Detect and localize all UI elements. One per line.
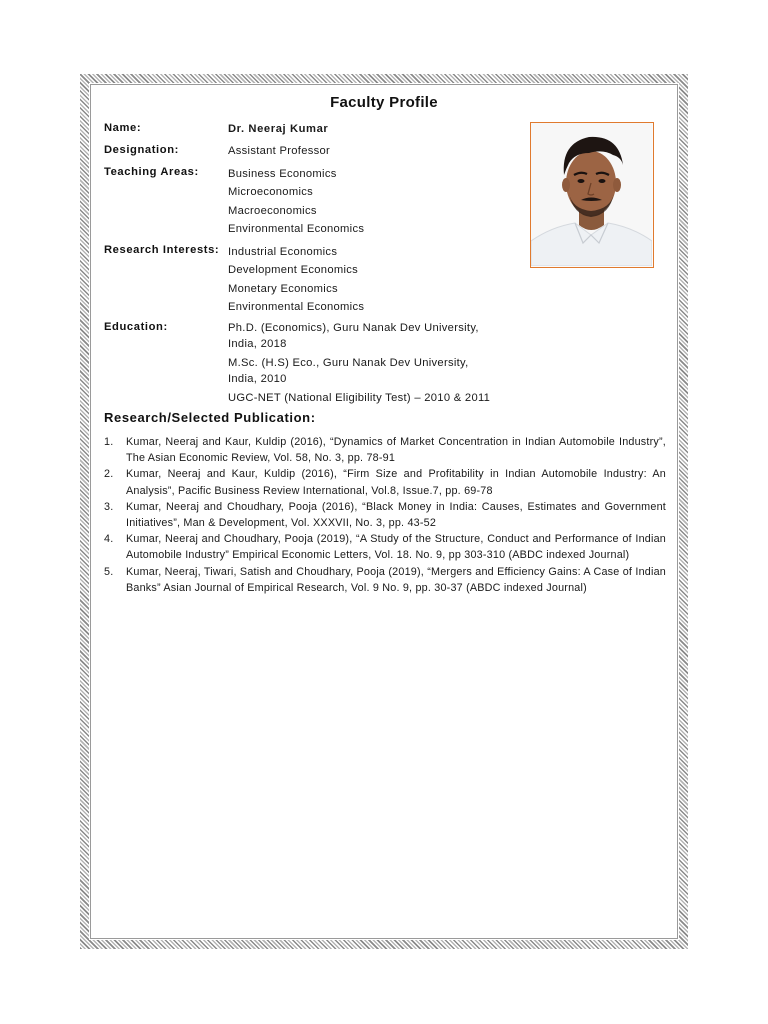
name-label: Name: <box>104 122 142 134</box>
education-list <box>228 320 496 406</box>
profile-photo <box>530 122 654 268</box>
name-value: Dr. Neeraj Kumar <box>228 123 329 135</box>
publication-citation: Kumar, Neeraj and Kaur, Kuldip (2016), “Dynamics of Market Concentration in Indian Automobile Industry”, The Asian Economic Review, Vol. 58, No. 3, pp. 78-91 <box>126 436 666 465</box>
education-label: Education: <box>104 321 168 333</box>
research-interests-list <box>228 243 508 316</box>
teaching-area-item: Environmental Economics <box>228 222 365 235</box>
publication-item <box>104 564 666 596</box>
publications-list <box>104 434 666 596</box>
research-interest-item: Industrial Economics <box>228 246 338 258</box>
publication-number: 4. <box>104 533 114 546</box>
publication-item <box>104 499 666 531</box>
education-item: Ph.D. (Economics), Guru Nanak Dev University, India, 2018 <box>228 322 479 350</box>
teaching-areas-label: Teaching Areas: <box>104 166 199 178</box>
publication-item <box>104 466 666 498</box>
designation-label: Designation: <box>104 144 179 156</box>
teaching-area-item: Microeconomics <box>228 186 314 199</box>
education-item: M.Sc. (H.S) Eco., Guru Nanak Dev University, India, 2010 <box>228 357 469 385</box>
research-interests-label: Research Interests: <box>104 244 220 256</box>
education-item: UGC-NET (National Eligibility Test) – 2010 & 2011 <box>228 392 491 404</box>
teaching-area-item: Macroeconomics <box>228 204 317 217</box>
teaching-areas-list <box>228 165 508 238</box>
publication-number: 1. <box>104 436 114 448</box>
publication-citation: Kumar, Neeraj, Tiwari, Satish and Choudhary, Pooja (2019), “Mergers and Efficiency Gains: A Case of Indian Banks” Asian Journal of Empirical Research, Vol. 9 No. 9, pp. 30-37 (ABDC indexed Journal) <box>126 565 666 594</box>
publications-heading: Research/Selected Publication: <box>104 410 316 425</box>
page-title: Faculty Profile <box>330 94 438 111</box>
publication-item <box>104 531 666 563</box>
teaching-area-item: Business Economics <box>228 168 337 180</box>
publication-citation: Kumar, Neeraj and Choudhary, Pooja (2016), “Black Money in India: Causes, Estimates and Government Initiatives”, Man & Development, Vol. XXXVII, No. 3, pp. 43-52 <box>126 500 666 530</box>
publication-number: 5. <box>104 565 114 578</box>
research-interest-item: Monetary Economics <box>228 282 338 295</box>
profile-photo-illustration <box>531 123 652 266</box>
publication-item <box>104 434 666 466</box>
publication-citation: Kumar, Neeraj and Choudhary, Pooja (2019), “A Study of the Structure, Conduct and Performance of Indian Automobile Industry” Empirical Economic Letters, Vol. 18. No. 9, pp 303-310 (ABDC indexed Journal) <box>126 533 666 562</box>
publication-number: 3. <box>104 500 114 513</box>
publication-citation: Kumar, Neeraj and Kaur, Kuldip (2016), “Firm Size and Profitability in Indian Automobile Industry: An Analysis”, Pacific Business Review International, Vol.8, Issue.7, pp. 69-78 <box>126 468 666 497</box>
publication-number: 2. <box>104 468 114 481</box>
research-interest-item: Development Economics <box>228 264 359 277</box>
designation-value: Assistant Professor <box>228 145 331 157</box>
research-interest-item: Environmental Economics <box>228 300 365 313</box>
